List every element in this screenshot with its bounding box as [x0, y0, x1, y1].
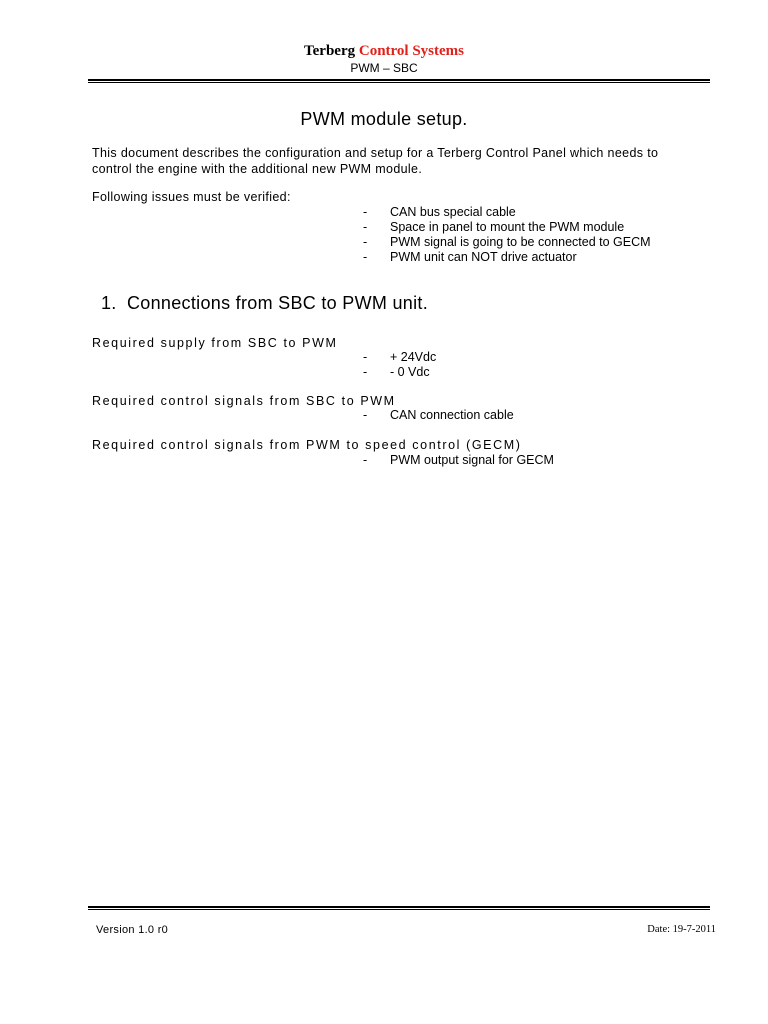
list-item: - PWM signal is going to be connected to GECM [363, 235, 651, 249]
footer-divider [88, 906, 710, 908]
header-subtitle: PWM – SBC [350, 61, 418, 75]
speed-control-list [363, 453, 554, 468]
issues-lead: Following issues must be verified: [92, 190, 291, 204]
intro-line-2: control the engine with the additional new PWM module. [92, 161, 423, 176]
list-item: - + 24Vdc [363, 350, 437, 364]
speed-control-label: Required control signals from PWM to speed control (GECM) [92, 438, 522, 452]
list-item: - PWM output signal for GECM [363, 453, 554, 467]
section-number: 1. [101, 293, 117, 313]
list-item: - CAN connection cable [363, 408, 514, 422]
section-title: Connections from SBC to PWM unit. [127, 293, 429, 313]
header-divider [88, 79, 710, 81]
control-list [363, 408, 514, 423]
supply-label: Required supply from SBC to PWM [92, 336, 338, 350]
supply-list [363, 350, 436, 380]
section-1-heading [101, 292, 428, 314]
control-label: Required control signals from SBC to PWM [92, 394, 396, 408]
footer-date: Date: 19-7-2011 [647, 924, 716, 935]
list-item: - Space in panel to mount the PWM module [363, 220, 625, 234]
header-company-name [0, 42, 768, 60]
list-item: - CAN bus special cable [363, 205, 516, 219]
list-item: - - 0 Vdc [363, 365, 430, 379]
company-name-prefix: Terberg [304, 43, 356, 59]
company-name-accent: Control Systems [358, 43, 464, 59]
intro-line-1: This document describes the configuration and setup for a Terberg Control Panel which needs to [92, 146, 659, 160]
footer-version: Version 1.0 r0 [96, 924, 169, 936]
document-title: PWM module setup. [300, 109, 468, 129]
list-item: - PWM unit can NOT drive actuator [363, 250, 577, 264]
intro-paragraph [92, 146, 722, 177]
issues-list [363, 205, 651, 265]
